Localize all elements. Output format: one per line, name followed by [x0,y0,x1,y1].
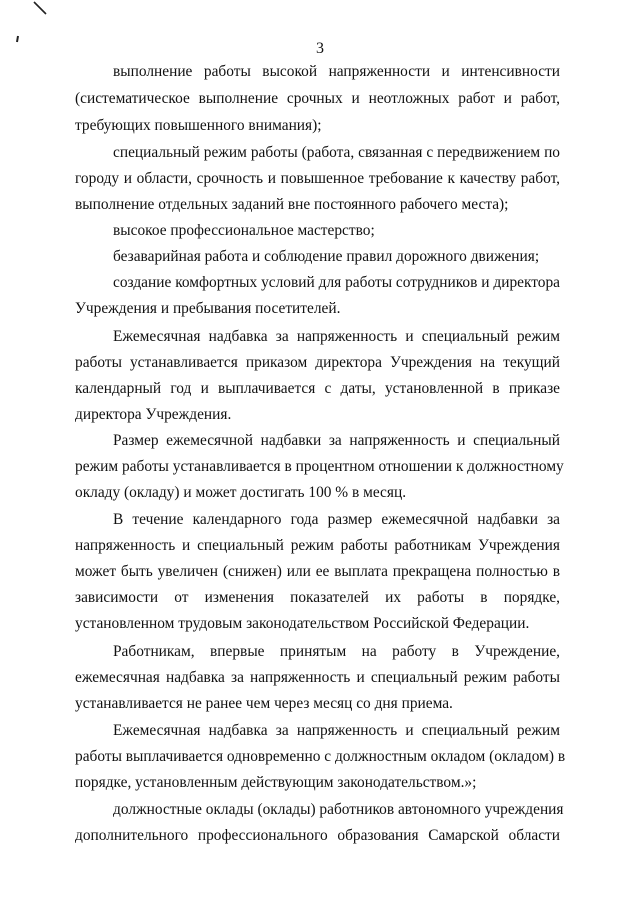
text-line: Размер ежемесячной надбавки за напряженность и специальный [113,432,560,449]
text-line: установленном трудовым законодательством Российской Федерации. [75,615,530,632]
text-line: специальный режим работы (работа, связанная с передвижением по [113,144,560,161]
text-line: городу и области, срочность и повышенное требование к качеству работ, [75,170,560,187]
page-number: 3 [316,40,324,57]
text-line: безаварийная работа и соблюдение правил дорожного движения; [113,248,540,265]
text-line: дополнительного профессионального образования Самарской области [75,827,560,844]
text-line: напряженность и специальный режим работы работникам Учреждения [75,537,560,554]
text-line: Работникам, впервые принятым на работу в Учреждение, [113,643,560,660]
text-line: окладу (окладу) и может достигать 100 % в месяц. [75,484,407,501]
text-line: режим работы устанавливается в процентном отношении к должностному [75,458,564,475]
text-line: выполнение работы высокой напряженности и интенсивности [113,63,560,80]
text-line: высокое профессиональное мастерство; [113,222,375,239]
text-line: зависимости от изменения показателей их работы в порядке, [75,589,560,606]
text-line: может быть увеличен (снижен) или ее выплата прекращена полностью в [75,563,560,580]
text-line: (систематическое выполнение срочных и неотложных работ и работ, [75,90,560,107]
text-line: требующих повышенного внимания); [75,117,322,134]
text-line: устанавливается не ранее чем через месяц со дня приема. [75,695,453,712]
text-line: создание комфортных условий для работы сотрудников и директора [113,274,560,291]
text-line: Ежемесячная надбавка за напряженность и специальный режим [113,328,560,345]
text-line: Учреждения и пребывания посетителей. [75,300,341,317]
text-line: работы выплачивается одновременно с должностным окладом (окладом) в [75,748,566,765]
text-line: порядке, установленным действующим законодательством.»; [75,774,477,791]
text-line: ежемесячная надбавка за напряженность и специальный режим работы [75,669,560,686]
text-line: выполнение отдельных заданий вне постоянного рабочего места); [75,196,509,213]
text-line: Ежемесячная надбавка за напряженность и специальный режим [113,722,560,739]
text-line: В течение календарного года размер ежемесячной надбавки за [113,511,560,528]
text-line: директора Учреждения. [75,406,232,423]
text-line: должностные оклады (оклады) работников автономного учреждения [113,801,564,818]
text-line: календарный год и выплачивается с даты, установленной в приказе [75,380,560,397]
text-line: работы устанавливается приказом директора Учреждения на текущий [75,354,560,371]
